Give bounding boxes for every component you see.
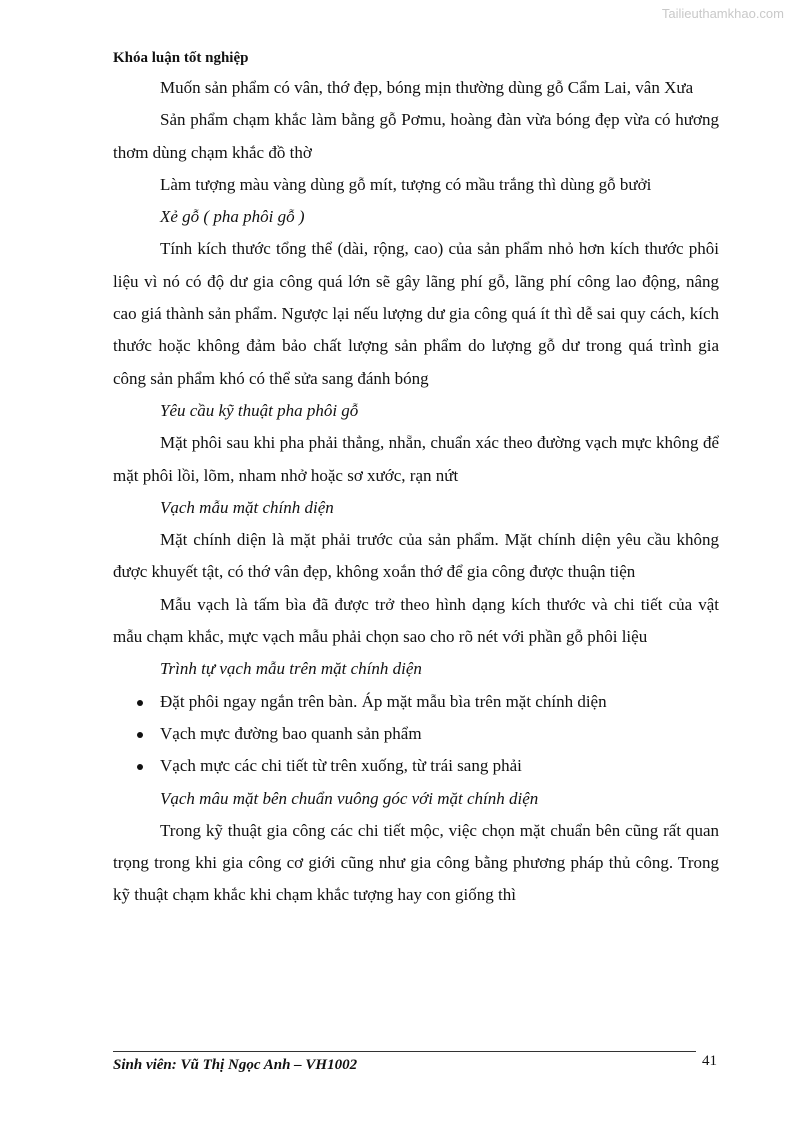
watermark: Tailieuthamkhao.com: [661, 6, 784, 21]
bullet-list: [113, 686, 719, 783]
section-heading: Vạch mâu mặt bên chuẩn vuông góc với mặt chính diện: [160, 788, 539, 808]
paragraph: Muốn sản phẩm có vân, thớ đẹp, bóng mịn thường dùng gỗ Cẩm Lai, vân Xưa: [160, 78, 694, 97]
section-heading: Trình tự vạch mẫu trên mặt chính diện: [160, 659, 422, 679]
list-item-text: Vạch mực các chi tiết từ trên xuống, từ trái sang phải: [160, 756, 522, 776]
page-footer: Sinh viên: Vũ Thị Ngọc Anh – VH1002: [113, 1057, 358, 1073]
list-item: [113, 718, 719, 750]
document-body: [113, 72, 719, 912]
paragraph: Làm tượng màu vàng dùng gỗ mít, tượng có mầu trắng thì dùng gỗ bưởi: [160, 174, 652, 194]
bullet-icon: [137, 764, 143, 770]
paragraph: Trong kỹ thuật gia công các chi tiết mộc, việc chọn mặt chuẩn bên cũng rất quan trọng trong khi gia công cơ giới cũng như gia công bằng phương pháp thủ công. Trong kỹ thuật chạm khắc khi chạm khắc tượng hay con giống thì: [113, 820, 719, 905]
paragraph: Mặt phôi sau khi pha phải thẳng, nhẵn, chuẩn xác theo đường vạch mực không để mặt phôi lồi, lõm, nham nhở hoặc sơ xước, rạn nứt: [113, 433, 719, 485]
page-number: 41: [702, 1053, 717, 1069]
list-item: [113, 686, 719, 718]
section-heading: Yêu cầu kỹ thuật pha phôi gỗ: [160, 400, 359, 420]
list-item-text: Vạch mực đường bao quanh sản phẩm: [160, 723, 422, 743]
section-heading: Xẻ gỗ ( pha phôi gỗ ): [160, 207, 305, 227]
paragraph: Tính kích thước tổng thể (dài, rộng, cao) của sản phẩm nhỏ hơn kích thước phôi liệu vì nó có độ dư gia công quá lớn sẽ gây lãng phí gỗ, lãng phí công lao động, nâng cao giá thành sản phẩm. Ngược lại nếu lượng dư gia công quá ít thì dễ sai quy cách, kích thước hoặc không đảm bảo chất lượng sản phẩm do lượng gỗ dư trong quá trình gia công sản phẩm khó có thể sửa sang đánh bóng: [113, 239, 719, 388]
footer-divider: [113, 1051, 696, 1052]
bullet-icon: [137, 732, 143, 738]
page-header: Khóa luận tốt nghiệp: [113, 50, 249, 66]
list-item: [113, 750, 719, 782]
section-heading: Vạch mẫu mặt chính diện: [160, 497, 334, 517]
paragraph: Mẫu vạch là tấm bìa đã được trở theo hình dạng kích thước và chi tiết của vật mẫu chạm khắc, mực vạch mẫu phải chọn sao cho rõ nét với phần gỗ phôi liệu: [113, 594, 719, 647]
paragraph: Sản phẩm chạm khắc làm bằng gỗ Pơmu, hoàng đàn vừa bóng đẹp vừa có hương thơm dùng chạm khắc đồ thờ: [113, 110, 719, 162]
bullet-icon: [137, 700, 143, 706]
paragraph: Mặt chính diện là mặt phải trước của sản phẩm. Mặt chính diện yêu cầu không được khuyết tật, có thớ vân đẹp, không xoắn thớ để gia công được thuận tiện: [113, 530, 719, 582]
list-item-text: Đặt phôi ngay ngắn trên bàn. Áp mặt mẫu bìa trên mặt chính diện: [160, 691, 607, 711]
